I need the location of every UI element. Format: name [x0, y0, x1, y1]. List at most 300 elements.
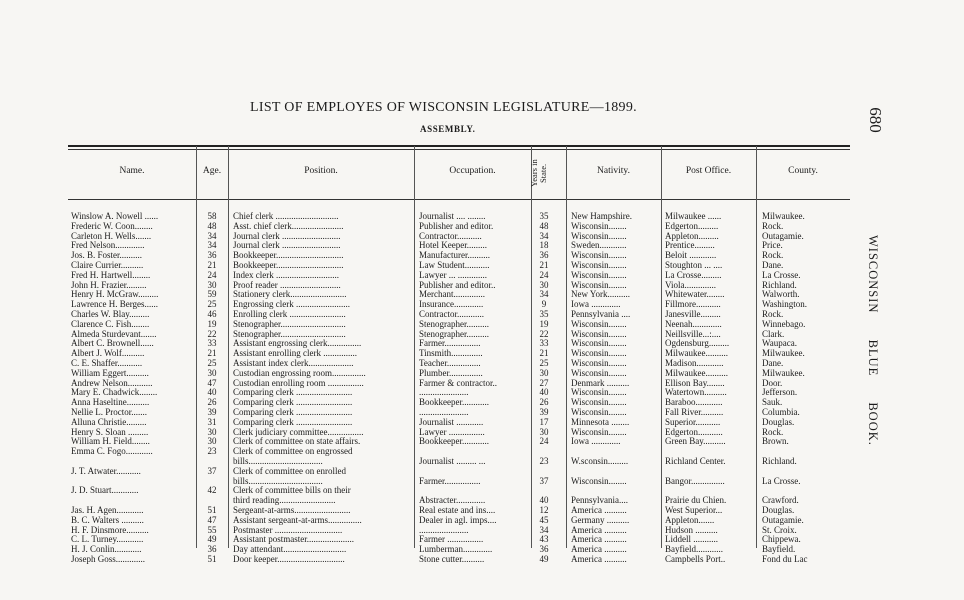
years-in-state-cell: 30 [539, 368, 549, 378]
age-cell: 47 [207, 378, 217, 388]
post-office-cell: Appleton....... [665, 515, 715, 525]
occupation-cell: Contractor........... [419, 231, 482, 241]
county-cell: Jefferson. [762, 388, 798, 398]
years-in-state-cell: 25 [539, 359, 549, 368]
name-cell: Charles W. Blay......... [71, 310, 150, 319]
nativity-cell: New York.......... [571, 290, 631, 300]
name-cell: J. T. Atwater........... [71, 466, 141, 476]
section-subtitle: ASSEMBLY. [420, 124, 476, 134]
nativity-cell: Wisconsin........ [571, 349, 627, 359]
occupation-cell: ...................... [419, 525, 469, 535]
nativity-cell: Germany .......... [571, 515, 630, 525]
years-in-state-cell: 23 [539, 457, 549, 466]
nativity-cell: Wisconsin........ [571, 388, 627, 398]
years-in-state-cell: 33 [539, 339, 549, 349]
county-cell: Winnebago. [762, 319, 806, 329]
years-in-state-cell: 34 [539, 290, 549, 300]
nativity-cell: Wisconsin........ [571, 319, 627, 329]
table-row [0, 310, 964, 320]
table-row [0, 506, 964, 516]
age-cell: 26 [207, 398, 217, 408]
header-county: County. [788, 166, 818, 176]
post-office-cell: Neenah............. [665, 319, 722, 329]
county-cell: Bayfield. [762, 545, 796, 555]
post-office-cell: Prentice......... [665, 241, 715, 251]
occupation-cell: Bookkeeper............ [419, 437, 489, 447]
occupation-cell: Stenographer.......... [419, 319, 489, 329]
occupation-cell: Journalist .... ........ [419, 212, 486, 221]
age-cell: 34 [207, 231, 217, 241]
name-cell: William H. Field........ [71, 437, 150, 447]
county-cell: Price. [762, 241, 783, 251]
post-office-cell: Beloit ............ [665, 251, 717, 261]
table-row [0, 232, 964, 242]
name-cell: Winslow A. Nowell ...... [71, 212, 159, 221]
table-row [0, 320, 964, 330]
post-office-cell: Green Bay.......... [665, 437, 726, 447]
post-office-cell: Prairie du Chien. [665, 496, 727, 506]
table-row [0, 369, 964, 379]
name-cell: Emma C. Fogo............ [71, 447, 153, 457]
occupation-cell: Stenographer.......... [419, 329, 489, 339]
table-row [0, 486, 964, 496]
running-head: WISCONSIN BLUE BOOK. [866, 235, 880, 446]
table-row [0, 398, 964, 408]
years-in-state-cell: 36 [539, 545, 549, 555]
years-in-state-cell: 48 [539, 221, 549, 231]
table-row [0, 300, 964, 310]
county-cell: Waupaca. [762, 339, 798, 349]
county-cell: Milwaukee. [762, 368, 805, 378]
nativity-cell: Denmark .......... [571, 378, 630, 388]
position-cell: Enrolling clerk ......................... [233, 310, 346, 319]
age-cell: 59 [207, 290, 217, 300]
page-number: 680 [865, 107, 885, 133]
nativity-cell: Wisconsin........ [571, 270, 627, 280]
name-cell: Henry S. Sloan ......... [71, 427, 149, 437]
occupation-cell: Journalist ............ [419, 417, 484, 427]
years-in-state-cell: 37 [539, 476, 549, 486]
header-nativity: Nativity. [597, 166, 630, 176]
county-cell: Walworth. [762, 290, 800, 300]
years-in-state-cell: 34 [539, 525, 549, 535]
header-years-in-state: Years in State. [529, 159, 548, 187]
years-in-state-cell: 30 [539, 427, 549, 437]
years-in-state-cell: 27 [539, 378, 549, 388]
age-cell: 19 [207, 319, 217, 329]
nativity-cell: Wisconsin........ [571, 408, 627, 417]
position-cell: Custodian enrolling room ................ [233, 378, 364, 388]
header-occupation: Occupation. [449, 166, 496, 176]
position-cell: Stationery clerk......................... [233, 290, 347, 300]
post-office-cell: Edgerton........... [665, 427, 723, 437]
county-cell: Dane. [762, 261, 784, 270]
years-in-state-cell: 35 [539, 212, 549, 221]
post-office-cell: Fillmore........... [665, 300, 721, 310]
table-row [0, 477, 964, 487]
post-office-cell: Ellison Bay........ [665, 378, 725, 388]
name-cell: Albert J. Wolf.......... [71, 349, 145, 359]
county-cell: Rock. [762, 251, 784, 261]
age-cell: 30 [207, 368, 217, 378]
occupation-cell: Teacher............... [419, 359, 481, 368]
post-office-cell: Richland Center. [665, 457, 726, 466]
nativity-cell: America .......... [571, 545, 627, 555]
table-row [0, 428, 964, 438]
name-cell: Jas. H. Agen............ [71, 506, 144, 515]
occupation-cell: Bookkeeper............ [419, 398, 489, 408]
county-cell: Rock. [762, 427, 784, 437]
age-cell: 31 [207, 417, 217, 427]
age-cell: 23 [207, 447, 217, 457]
occupation-cell: ...................... [419, 408, 469, 417]
page-title: LIST OF EMPLOYES OF WISCONSIN LEGISLATURE—1899. [250, 100, 637, 115]
years-in-state-cell: 40 [539, 388, 549, 398]
table-row [0, 535, 964, 545]
nativity-cell: Wisconsin........ [571, 261, 627, 270]
name-cell: Andrew Nelson........... [71, 378, 153, 388]
age-cell: 33 [207, 339, 217, 349]
name-cell: Anna Haseltine.......... [71, 398, 150, 408]
occupation-cell: Manufacturer.......... [419, 251, 490, 261]
table-row [0, 437, 964, 447]
name-cell: Albert C. Brownell...... [71, 339, 154, 349]
county-cell: La Crosse. [762, 270, 801, 280]
table-row [0, 281, 964, 291]
nativity-cell: America .......... [571, 555, 627, 564]
age-cell: 36 [207, 251, 217, 261]
post-office-cell: Madison............ [665, 359, 724, 368]
name-cell: C. L. Turney............ [71, 535, 144, 545]
years-in-state-cell: 24 [539, 270, 549, 280]
position-cell: Day attendant............................ [233, 545, 347, 555]
age-cell: 30 [207, 437, 217, 447]
position-cell: Index clerk ............................ [233, 270, 339, 280]
years-in-state-cell: 19 [539, 319, 549, 329]
nativity-cell: America .......... [571, 535, 627, 545]
name-cell: C. E. Shaffer........... [71, 359, 143, 368]
years-in-state-cell: 24 [539, 437, 549, 447]
table-row [0, 359, 964, 369]
years-in-state-cell: 21 [539, 261, 549, 270]
occupation-cell: Real estate and ins.... [419, 506, 496, 515]
post-office-cell: Milwaukee.......... [665, 368, 728, 378]
nativity-cell: Pennsylvania.... [571, 496, 628, 506]
years-in-state-cell: 35 [539, 310, 549, 319]
name-cell: Almeda Sturdevant....... [71, 329, 157, 339]
position-cell: Bookkeeper.............................. [233, 261, 344, 270]
post-office-cell: Whitewater........ [665, 290, 725, 300]
table-row [0, 496, 964, 506]
name-cell: Claire Currier.......... [71, 261, 144, 270]
table-row [0, 241, 964, 251]
post-office-cell: Bangor............... [665, 476, 725, 486]
age-cell: 21 [207, 349, 217, 359]
county-cell: Milwaukee. [762, 212, 805, 221]
age-cell: 24 [207, 270, 217, 280]
nativity-cell: Wisconsin........ [571, 476, 627, 486]
table-row [0, 261, 964, 271]
post-office-cell: Fall River.......... [665, 408, 724, 417]
county-cell: Washington. [762, 300, 808, 310]
occupation-cell: Hotel Keeper......... [419, 241, 487, 251]
years-in-state-cell: 40 [539, 496, 549, 506]
post-office-cell: Superior........... [665, 417, 721, 427]
name-cell: Clarence C. Fish........ [71, 319, 150, 329]
nativity-cell: Sweden............ [571, 241, 627, 251]
years-in-state-cell: 39 [539, 408, 549, 417]
age-cell: 36 [207, 545, 217, 555]
position-cell: Assistant postmaster..................... [233, 535, 354, 545]
nativity-cell: America .......... [571, 506, 627, 515]
age-cell: 51 [207, 506, 217, 515]
post-office-cell: Neillsville...:.... [665, 329, 721, 339]
age-cell: 40 [207, 388, 217, 398]
table-row [0, 545, 964, 555]
position-cell: bills................................. [233, 476, 323, 486]
post-office-cell: Edgerton......... [665, 221, 719, 231]
occupation-cell: Tinsmith.............. [419, 349, 483, 359]
county-cell: Richland. [762, 280, 797, 290]
name-cell: Joseph Goss............. [71, 555, 146, 564]
years-in-state-cell: 36 [539, 251, 549, 261]
age-cell: 46 [207, 310, 217, 319]
county-cell: Columbia. [762, 408, 800, 417]
occupation-cell: Farmer................ [419, 476, 481, 486]
occupation-cell: Publisher and editor. [419, 221, 494, 231]
years-in-state-cell: 34 [539, 231, 549, 241]
name-cell: B. C. Walters .......... [71, 515, 144, 525]
age-cell: 30 [207, 427, 217, 437]
table-row [0, 457, 964, 467]
nativity-cell: Wisconsin........ [571, 231, 627, 241]
post-office-cell: Hudson .......... [665, 525, 718, 535]
years-in-state-cell: 43 [539, 535, 549, 545]
age-cell: 42 [207, 486, 217, 496]
position-cell: Comparing clerk ......................... [233, 417, 353, 427]
nativity-cell: Wisconsin........ [571, 398, 627, 408]
years-in-state-cell: 18 [539, 241, 549, 251]
nativity-cell: Iowa ............. [571, 300, 621, 310]
post-office-cell: Ogdensburg......... [665, 339, 730, 349]
table-row [0, 526, 964, 536]
nativity-cell: Minnesota ........ [571, 417, 630, 427]
nativity-cell: Wisconsin........ [571, 368, 627, 378]
name-cell: Carleton H. Wells....... [71, 231, 152, 241]
occupation-cell: Lawyer ... ............. [419, 270, 487, 280]
table-row [0, 555, 964, 565]
post-office-cell: Stoughton ... .... [665, 261, 723, 270]
position-cell: Chief clerk ............................ [233, 212, 339, 221]
post-office-cell: Appleton......... [665, 231, 719, 241]
age-cell: 30 [207, 280, 217, 290]
position-cell: Assistant enrolling clerk ............... [233, 349, 357, 359]
years-in-state-cell: 49 [539, 555, 549, 564]
county-cell: Crawford. [762, 496, 799, 506]
position-cell: Journal clerk .......................... [233, 241, 341, 251]
position-cell: Engrossing clerk ........................ [233, 300, 350, 310]
county-cell: Chippewa. [762, 535, 801, 545]
occupation-cell: Contractor............ [419, 310, 484, 319]
name-cell: Fred H. Hartwell........ [71, 270, 151, 280]
position-cell: third reading......................... [233, 496, 336, 506]
occupation-cell: Plumber............... [419, 368, 483, 378]
name-cell: John H. Frazier......... [71, 280, 147, 290]
age-cell: 47 [207, 515, 217, 525]
position-cell: Proof reader ........................... [233, 280, 341, 290]
nativity-cell: Wisconsin........ [571, 427, 627, 437]
age-cell: 48 [207, 221, 217, 231]
table-row [0, 330, 964, 340]
post-office-cell: Viola.............. [665, 280, 716, 290]
county-cell: Rock. [762, 310, 784, 319]
position-cell: Custodian engrossing room............... [233, 368, 366, 378]
name-cell: William Eggert.......... [71, 368, 149, 378]
county-cell: Douglas. [762, 417, 795, 427]
position-cell: Assistant sergeant-at-arms............... [233, 515, 362, 525]
occupation-cell: Abstracter............. [419, 496, 486, 506]
occupation-cell: Merchant.............. [419, 290, 485, 300]
occupation-cell: Farmer & contractor.. [419, 378, 497, 388]
post-office-cell: Bayfield............ [665, 545, 723, 555]
name-cell: Henry H. McGraw......... [71, 290, 159, 300]
position-cell: Clerk of committee on state affairs. [233, 437, 361, 447]
age-cell: 25 [207, 359, 217, 368]
position-cell: Door keeper.............................. [233, 555, 345, 564]
position-cell: Sergeant-at-arms......................... [233, 506, 351, 515]
occupation-cell: ...................... [419, 388, 469, 398]
occupation-cell: Farmer................ [419, 339, 481, 349]
position-cell: Comparing clerk ......................... [233, 408, 353, 417]
table-row [0, 222, 964, 232]
age-cell: 21 [207, 261, 217, 270]
age-cell: 51 [207, 555, 217, 564]
nativity-cell: Wisconsin........ [571, 280, 627, 290]
county-cell: Brown. [762, 437, 789, 447]
age-cell: 58 [207, 212, 217, 221]
position-cell: Clerk of committee on enrolled [233, 466, 346, 476]
post-office-cell: Campbells Port.. [665, 555, 726, 564]
position-cell: Asst. chief clerk....................... [233, 221, 344, 231]
county-cell: La Crosse. [762, 476, 801, 486]
table-row [0, 349, 964, 359]
post-office-cell: Janesville......... [665, 310, 721, 319]
table-row [0, 447, 964, 457]
name-cell: Mary E. Chadwick........ [71, 388, 158, 398]
table-row [0, 516, 964, 526]
name-cell: H. F. Dinsmore.......... [71, 525, 149, 535]
nativity-cell: Wisconsin........ [571, 251, 627, 261]
name-cell: Frederic W. Coon........ [71, 221, 153, 231]
occupation-cell: Farmer ................ [419, 535, 484, 545]
position-cell: Assistant engrossing clerk............... [233, 339, 362, 349]
name-cell: Nellie L. Proctor....... [71, 408, 147, 417]
post-office-cell: Baraboo............ [665, 398, 723, 408]
name-cell: H. J. Conlin............ [71, 545, 142, 555]
header-name: Name. [119, 166, 145, 176]
table-row [0, 379, 964, 389]
post-office-cell: Liddell ........... [665, 535, 718, 545]
position-cell: Postmaster .............................. [233, 525, 343, 535]
county-cell: St. Croix. [762, 525, 797, 535]
county-cell: Outagamie. [762, 231, 804, 241]
position-cell: Clerk judiciary committee................ [233, 427, 364, 437]
position-cell: Clerk of committee bills on their [233, 486, 351, 496]
age-cell: 22 [207, 329, 217, 339]
nativity-cell: New Hampshire. [571, 212, 632, 221]
nativity-cell: Wisconsin........ [571, 359, 627, 368]
years-in-state-cell: 30 [539, 280, 549, 290]
top-rule [68, 145, 850, 147]
nativity-cell: Iowa ............. [571, 437, 621, 447]
years-in-state-cell: 9 [541, 300, 547, 310]
years-in-state-cell: 12 [539, 506, 549, 515]
years-in-state-cell: 45 [539, 515, 549, 525]
age-cell: 39 [207, 408, 217, 417]
county-cell: Outagamie. [762, 515, 804, 525]
occupation-cell: Lawyer ................ [419, 427, 485, 437]
county-cell: Sauk. [762, 398, 783, 408]
years-in-state-cell: 21 [539, 349, 549, 359]
nativity-cell: Wisconsin........ [571, 329, 627, 339]
header-position: Position. [304, 166, 338, 176]
position-cell: bills................................. [233, 457, 323, 466]
position-cell: Comparing clerk ......................... [233, 398, 353, 408]
table-row [0, 467, 964, 477]
header-post-office: Post Office. [685, 166, 732, 176]
table-row [0, 271, 964, 281]
age-cell: 25 [207, 300, 217, 310]
name-cell: Lawrence H. Berges...... [71, 300, 159, 310]
county-cell: Rock. [762, 221, 784, 231]
years-in-state-cell: 17 [539, 417, 549, 427]
position-cell: Journal clerk .......................... [233, 231, 341, 241]
county-cell: Richland. [762, 457, 797, 466]
position-cell: Stenographer............................. [233, 319, 346, 329]
post-office-cell: Milwaukee.......... [665, 349, 728, 359]
nativity-cell: Pennsylvania .... [571, 310, 631, 319]
name-cell: J. D. Stuart............ [71, 486, 139, 496]
occupation-cell: Stone cutter.......... [419, 555, 485, 564]
position-cell: Assistant index clerk.................... [233, 359, 354, 368]
occupation-cell: Publisher and editor.. [419, 280, 496, 290]
county-cell: Milwaukee. [762, 349, 805, 359]
age-cell: 34 [207, 241, 217, 251]
position-cell: Bookkeeper.............................. [233, 251, 344, 261]
position-cell: Clerk of committee on engrossed [233, 447, 353, 457]
post-office-cell: Watertown.......... [665, 388, 727, 398]
occupation-cell: Law Student........... [419, 261, 490, 270]
name-cell: Alluna Christie......... [71, 417, 147, 427]
county-cell: Dane. [762, 359, 784, 368]
age-cell: 55 [207, 525, 217, 535]
age-cell: 37 [207, 466, 217, 476]
header-age: Age. [202, 166, 222, 176]
age-cell: 49 [207, 535, 217, 545]
table-row [0, 339, 964, 349]
occupation-cell: Dealer in agl. imps.... [419, 515, 497, 525]
post-office-cell: Milwaukee ...... [665, 212, 722, 221]
header-rule [68, 199, 850, 200]
table-row [0, 290, 964, 300]
occupation-cell: Journalist ......... ... [419, 457, 486, 466]
table-row [0, 212, 964, 222]
name-cell: Fred Nelson............. [71, 241, 145, 251]
county-cell: Clark. [762, 329, 785, 339]
occupation-cell: Insurance............. [419, 300, 484, 310]
years-in-state-cell: 22 [539, 329, 549, 339]
position-cell: Stenographer............................. [233, 329, 346, 339]
